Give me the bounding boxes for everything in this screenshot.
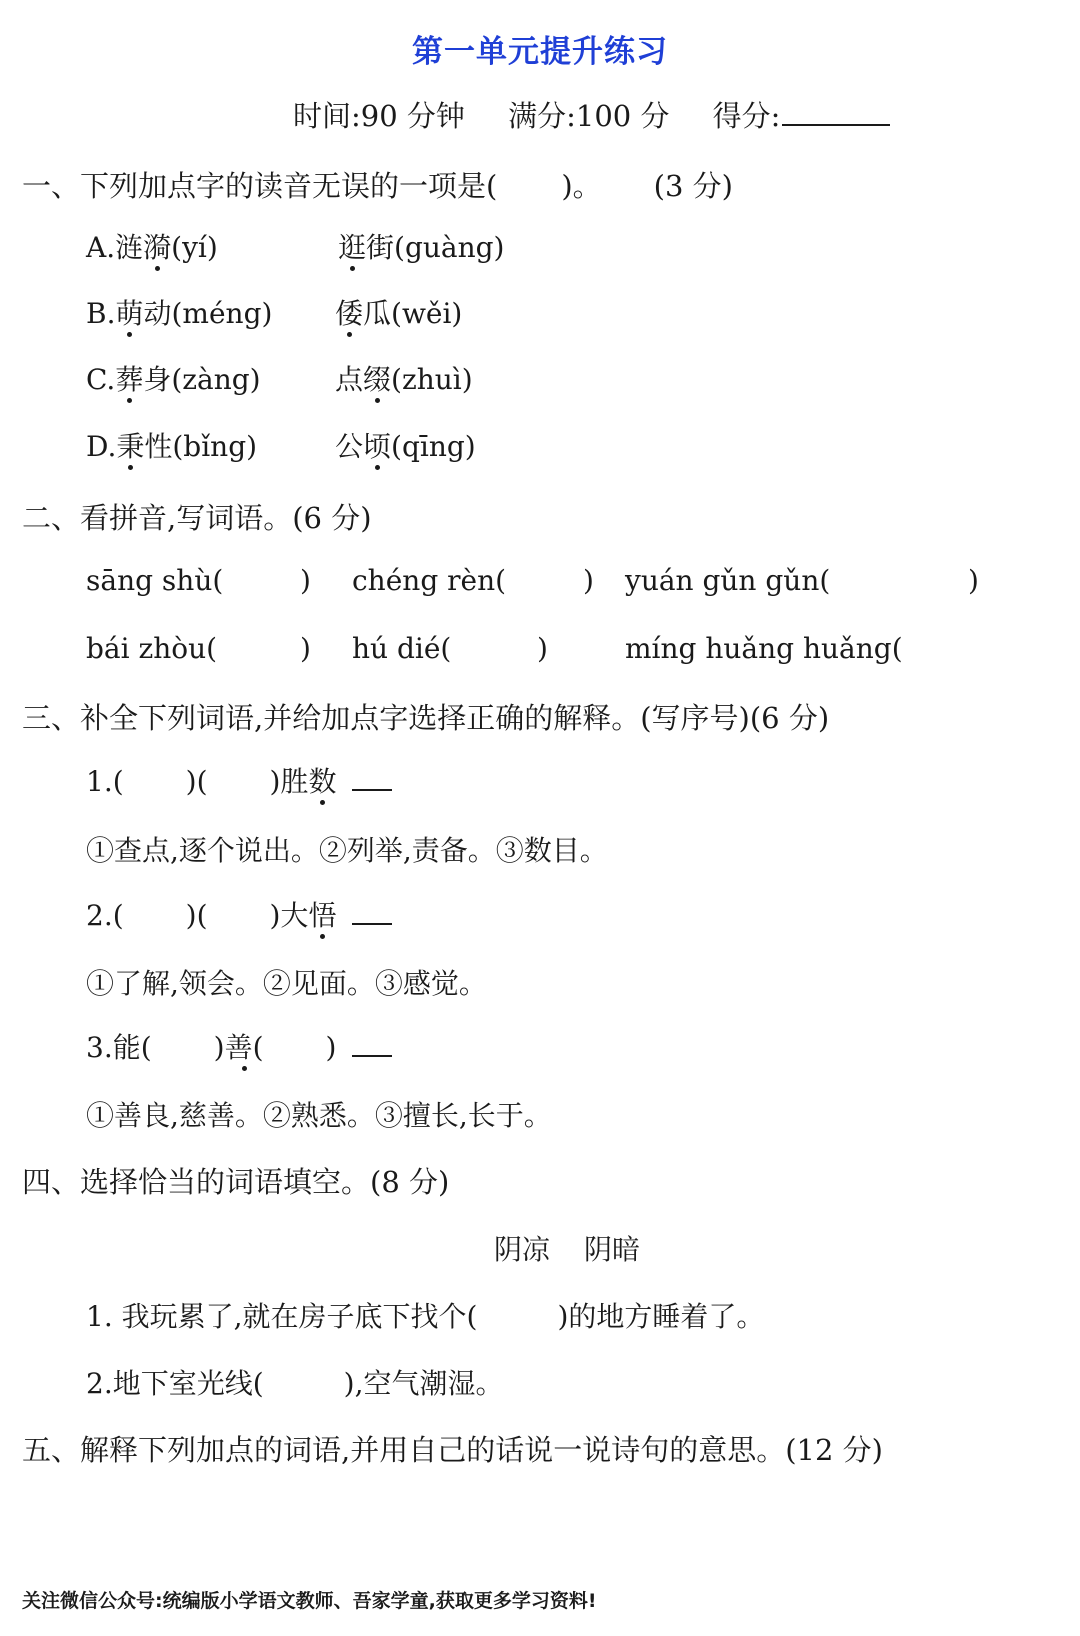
q3-item-1-explanation: ①查点,逐个说出。②列举,责备。③数目。 [86, 834, 608, 867]
q1-option-b-word2: 倭瓜(wěi) [335, 292, 462, 332]
emphasis-dot-char: 缀 [363, 358, 391, 398]
full-score: 满分:100 分 [508, 99, 670, 133]
exam-meta [293, 94, 924, 135]
q5-heading: 五、解释下列加点的词语,并用自己的话说一说诗句的意思。(12 分) [22, 1433, 883, 1467]
q2-heading: 二、看拼音,写词语。(6 分) [22, 501, 372, 535]
footer-note: 关注微信公众号:统编版小学语文教师、吾家学童,获取更多学习资料! [22, 1590, 597, 1612]
q4-word-choices [494, 1228, 640, 1268]
q3-heading: 三、补全下列词语,并给加点字选择正确的解释。(写序号)(6 分) [22, 701, 830, 735]
emphasis-dot-char: 数 [308, 760, 336, 800]
word-choice: 阴暗 [584, 1233, 641, 1266]
q2-paren-close: ) [968, 564, 979, 597]
q3-item-2: 2.( )( )大悟 [86, 894, 392, 934]
answer-blank[interactable] [352, 901, 392, 925]
q2-pinyin-5: hú dié( [352, 632, 452, 665]
q4-heading: 四、选择恰当的词语填空。(8 分) [22, 1165, 450, 1199]
q2-pinyin-6: míng huǎng huǎng( [625, 632, 903, 665]
emphasis-dot-char: 漪 [143, 226, 171, 266]
q2-pinyin-1: sāng shù( [86, 564, 224, 597]
q1-option-b: B.萌动(méng) [86, 292, 272, 332]
q3-item-2-explanation: ①了解,领会。②见面。③感觉。 [86, 967, 487, 1000]
q2-pinyin-4: bái zhòu( [86, 632, 218, 665]
q1-points: (3 分) [653, 169, 733, 203]
emphasis-dot-char: 秉 [116, 425, 144, 465]
answer-blank[interactable] [352, 1033, 392, 1057]
q2-paren-close: ) [300, 632, 311, 665]
time-limit: 时间:90 分钟 [293, 99, 465, 133]
q1-option-d: D.秉性(bǐng) [86, 425, 257, 465]
q4-sentence-1: 1. 我玩累了,就在房子底下找个( )的地方睡着了。 [86, 1300, 765, 1333]
answer-blank[interactable] [352, 767, 392, 791]
page-title: 第一单元提升练习 [412, 34, 668, 70]
q1-option-c: C.葬身(zàng) [86, 358, 261, 398]
emphasis-dot-char: 悟 [308, 894, 336, 934]
q1-option-a: A.涟漪(yí) [86, 226, 218, 266]
q3-item-3: 3.能( )善( ) [86, 1026, 392, 1066]
word-choice: 阴凉 [494, 1233, 551, 1266]
emphasis-dot-char: 萌 [115, 292, 143, 332]
emphasis-dot-char: 顷 [363, 425, 391, 465]
emphasis-dot-char: 逛 [338, 226, 366, 266]
q1-option-d-word2: 公顷(qīng) [335, 425, 476, 465]
q2-paren-close: ) [537, 632, 548, 665]
q1-option-a-word2: 逛街(guàng) [338, 226, 504, 266]
q2-pinyin-2: chéng rèn( [352, 564, 507, 597]
q2-paren-close: ) [300, 564, 311, 597]
q2-pinyin-3: yuán gǔn gǔn( [625, 564, 831, 597]
q1-heading: 一、下列加点字的读音无误的一项是( )。 (3 分) [22, 169, 733, 203]
emphasis-dot-char: 善( [225, 1026, 264, 1066]
score-label: 得分: [712, 99, 781, 133]
q2-paren-close: ) [583, 564, 594, 597]
q3-item-3-explanation: ①善良,慈善。②熟悉。③擅长,长于。 [86, 1099, 552, 1132]
score-blank[interactable] [782, 96, 890, 126]
q3-item-1: 1.( )( )胜数 [86, 760, 392, 800]
q4-sentence-2: 2.地下室光线( ),空气潮湿。 [86, 1367, 504, 1400]
q1-option-c-word2: 点缀(zhuì) [335, 358, 473, 398]
emphasis-dot-char: 葬 [115, 358, 143, 398]
emphasis-dot-char: 倭 [335, 292, 363, 332]
